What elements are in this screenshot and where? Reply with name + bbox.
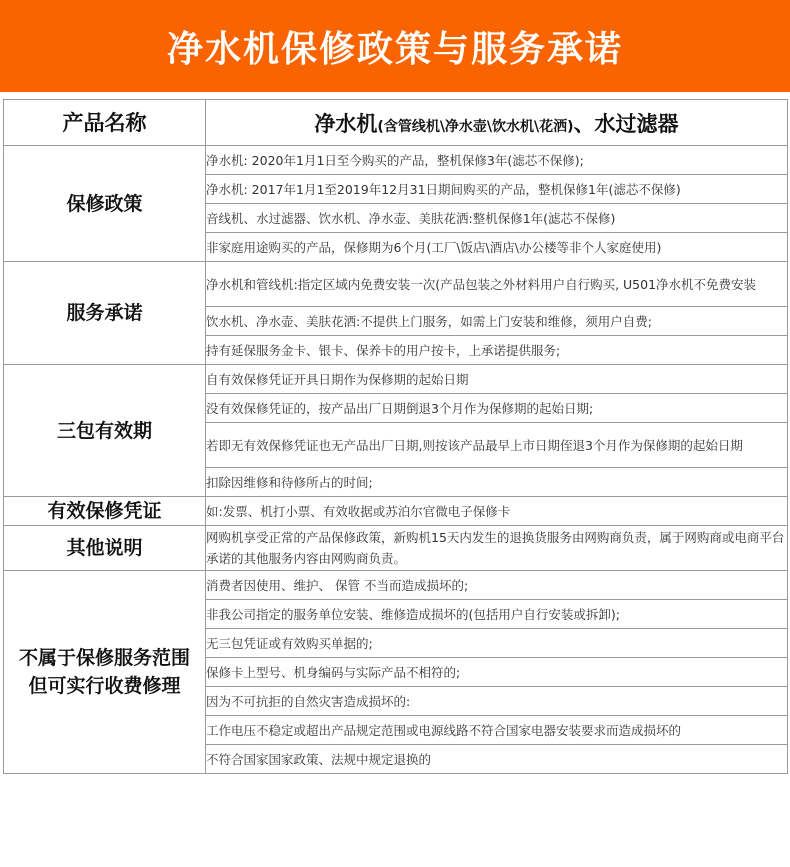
title-banner (0, 0, 790, 92)
list-item: 净水机: 2017年1月1至2019年12月31日期间购买的产品，整机保修1年(滤芯不保修) (206, 175, 788, 204)
category-valid-warranty-proof: 有效保修凭证 (4, 497, 206, 526)
table-row (4, 497, 788, 526)
table-row (4, 146, 788, 175)
product-detail: (含管线机\净水壶\饮水机\花洒) (377, 118, 574, 135)
list-item: 持有延保服务金卡、银卡、保养卡的用户按卡，上承诺提供服务; (206, 336, 788, 365)
list-item: 消费者因使用、维护、 保管 不当而造成损坏的; (206, 571, 788, 600)
list-item: 如:发票、机打小票、有效收据或苏泊尔官微电子保修卡 (206, 497, 788, 526)
list-item: 无三包凭证或有效购买单据的; (206, 629, 788, 658)
category-warranty-policy: 保修政策 (4, 146, 206, 262)
list-item: 扣除因维修和待修所占的时间; (206, 468, 788, 497)
category-paid-repair (4, 571, 206, 774)
list-item: 因为不可抗拒的自然灾害造成损坏的: (206, 687, 788, 716)
list-item: 自有效保修凭证开具日期作为保修期的起始日期 (206, 365, 788, 394)
list-item: 保修卡上型号、机身编码与实际产品不相符的; (206, 658, 788, 687)
policy-table (3, 99, 788, 774)
product-main: 净水机 (314, 111, 378, 136)
category-service-commitment: 服务承诺 (4, 262, 206, 365)
list-item: 非家庭用途购买的产品，保修期为6个月(工厂\饭店\酒店\办公楼等非个人家庭使用) (206, 233, 788, 262)
category-other-notes: 其他说明 (4, 526, 206, 571)
list-item: 不符合国家国家政策、法规中规定退换的 (206, 745, 788, 774)
list-item: 净水机: 2020年1月1日至今购买的产品，整机保修3年(滤芯不保修); (206, 146, 788, 175)
table-row (4, 571, 788, 600)
list-item: 饮水机、净水壶、美肤花洒:不提供上门服务，如需上门安装和维修，须用户自费; (206, 307, 788, 336)
table-row (4, 365, 788, 394)
list-item: 净水机和管线机:指定区域内免费安装一次(产品包装之外材料用户自行购买, U501净水机不免费安装 (206, 262, 788, 307)
header-product-name (206, 100, 788, 146)
list-item: 音线机、水过滤器、饮水机、净水壶、美肤花洒:整机保修1年(滤芯不保修) (206, 204, 788, 233)
list-item: 非我公司指定的服务单位安装、维修造成损坏的(包括用户自行安装或拆卸); (206, 600, 788, 629)
list-item: 若即无有效保修凭证也无产品出厂日期,则按该产品最早上市日期侄退3个月作为保修期的起始日期 (206, 423, 788, 468)
product-tail: 、水过滤器 (573, 111, 679, 136)
table-row (4, 526, 788, 571)
header-category-label: 产品名称 (4, 100, 206, 146)
category-three-guarantee-period: 三包有效期 (4, 365, 206, 497)
list-item: 网购机享受正常的产品保修政策，新购机15天内发生的退换货服务由网购商负责，属于网购商或电商平台承诺的其他服务内容由网购商负责。 (206, 526, 788, 571)
page-title: 净水机保修政策与服务承诺 (166, 28, 623, 70)
category-paid-repair-line1: 不属于保修服务范围 (18, 647, 190, 669)
category-paid-repair-line2: 但可实行收费修理 (28, 675, 181, 697)
header-row (4, 100, 788, 146)
list-item: 没有效保修凭证的，按产品出厂日期倒退3个月作为保修期的起始日期; (206, 394, 788, 423)
list-item: 工作电压不稳定或超出产品规定范围或电源线路不符合国家电器安装要求而造成损坏的 (206, 716, 788, 745)
table-row (4, 262, 788, 307)
